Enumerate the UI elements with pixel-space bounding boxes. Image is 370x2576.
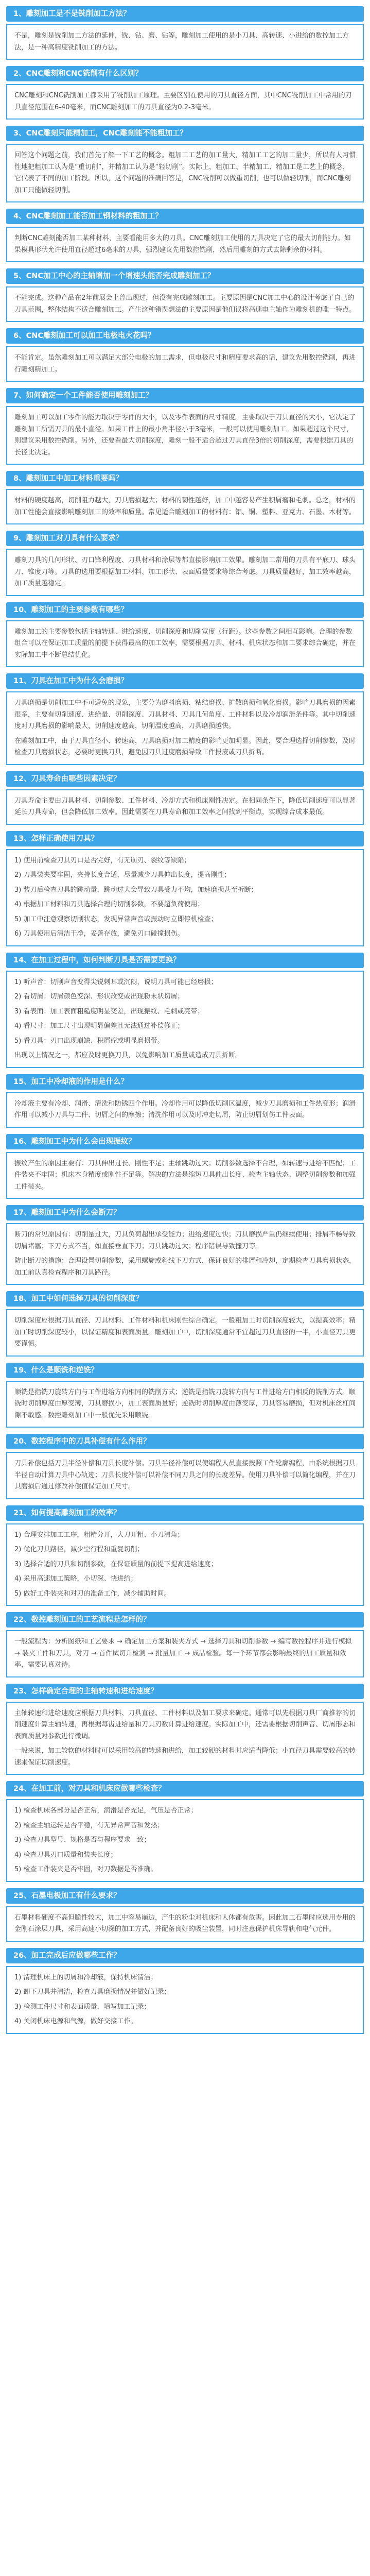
answer-paragraph: 防止断刀的措施：合理设置切削参数，采用螺旋或斜线下刀方式，保证良好的排屑和冷却，定期检查刀具磨损状态，加工前认真检查程序和刀具路径。 <box>14 1257 356 1277</box>
question-title: 8、雕刻加工中加工材料重要吗？ <box>6 471 364 486</box>
answer-paragraph: 不能完成。这种产品在2年前展会上曾出现过，但没有完成雕刻加工。主要原因是CNC加工中心的设计考虑了自己的刀具范围，整体结构不适合雕刻加工。产生这种错误想法的主要原因是他们误将高速电主轴作为雕刻机的唯一特点。 <box>14 294 356 314</box>
answer-paragraph: 雕刻加工可以加工零件的能力取决于零件的大小，以及零件表面的尺寸精度。主要取决于刀具直径的大小，它决定了雕刻加工所需刀具的最小直径。如果工件上的最小角半径小于3毫米，一般可以使用雕刻加工。如果超过这个尺寸，则建议采用数控铣削。另外，还要看最大切削深度，雕刻一般不适合超过刀具直径3倍的切削深度，需要根据刀具的长径比决定。 <box>14 414 356 456</box>
answer-box <box>6 286 364 322</box>
answer-paragraph: 1) 清理机床上的切屑和冷却液，保持机床清洁； <box>14 1973 157 1981</box>
answer-paragraph: 5) 检查工件装夹是否牢固，对刀数据是否准确。 <box>14 1866 157 1873</box>
answer-paragraph: 4) 关闭机床电源和气源，做好交接工作。 <box>14 2018 137 2025</box>
answer-box <box>6 1630 364 1677</box>
qa-item <box>6 66 364 120</box>
answer-paragraph: 断刀的常见原因有：切削量过大，刀具负荷超出承受能力；进给速度过快；刀具磨损严重仍继续使用；排屑不畅导致切屑堵塞；下刀方式不当，如直接垂直下刀；刀具跳动过大；程序错误导致撞刀等。 <box>14 1231 356 1250</box>
qa-item <box>6 1948 364 2034</box>
answer-paragraph: 1) 检查机床各部分是否正常，润滑是否充足，气压是否正常； <box>14 1807 198 1815</box>
answer-box <box>6 406 364 465</box>
qa-item <box>6 268 364 322</box>
answer-paragraph: 主轴转速和进给速度应根据刀具材料、刀具直径、工件材料以及加工要求来确定。通常可以先根据刀具厂商推荐的切削速度计算主轴转速，再根据每齿进给量和刀具刃数计算进给速度。实际加工中，还需要根据切削声音、切屑形态和表面质量对参数进行微调。 <box>14 1709 356 1740</box>
qa-item <box>6 471 364 524</box>
answer-box <box>6 1092 364 1128</box>
qa-item <box>6 209 364 262</box>
question-title: 25、石墨电极加工有什么要求？ <box>6 1888 364 1904</box>
answer-paragraph: 材料的硬度越高，切削阻力越大，刀具磨损越大；材料的韧性越好，加工中越容易产生积屑瘤和毛刺。总之，材料的加工性能会直接影响雕刻加工的效率和质量。常见适合雕刻加工的材料有：铝、铜、塑料、亚克力、石墨、木材等。 <box>14 497 356 516</box>
answer-box <box>6 84 364 120</box>
qa-item <box>6 126 364 202</box>
question-title: 21、如何提高雕刻加工的效率？ <box>6 1505 364 1521</box>
qa-item <box>6 673 364 765</box>
answer-box <box>6 1309 364 1357</box>
answer-paragraph: 一般流程为：分析图纸和工艺要求 → 确定加工方案和装夹方式 → 选择刀具和切削参数 → 编写数控程序并进行模拟 → 装夹工件和刀具，对刀 → 首件试切并检测 → 批量加工 → 成品检验。每一个环节都会影响最终的加工质量和效率，需要认真对待。 <box>14 1638 352 1669</box>
answer-paragraph: 4) 看尺寸：加工尺寸出现明显偏差且无法通过补偿修正； <box>14 1022 184 1030</box>
answer-paragraph: 2) 检查主轴运转是否平稳，有无异常声音和发热； <box>14 1821 164 1829</box>
qa-item <box>6 831 364 946</box>
answer-paragraph: 刀具磨损是切削加工中不可避免的现象，主要分为磨料磨损、粘结磨损、扩散磨损和氧化磨损。影响刀具磨损的因素很多，主要有切削速度、进给量、切削深度、刀具材料、刀具几何角度、工件材料以及冷却润滑条件等。其中切削速度对刀具磨损的影响最大，切削速度越高，切削温度越高，刀具磨损越快。 <box>14 699 356 730</box>
answer-paragraph: 4) 根据加工材料和刀具选择合理的切削参数，不要超负荷使用； <box>14 901 204 908</box>
qa-item <box>6 1074 364 1128</box>
answer-paragraph: 5) 做好工件装夹和对刀的准备工作，减少辅助时间。 <box>14 1589 171 1598</box>
answer-paragraph: 刀具补偿包括刀具半径补偿和刀具长度补偿。刀具半径补偿可以使编程人员直接按照工件轮廓编程，由系统根据刀具半径自动计算刀具中心轨迹；刀具长度补偿可以补偿不同刀具之间的长度差异。使用刀具补偿可以简化编程，并在刀具磨损后通过修改补偿值保证加工尺寸。 <box>14 1460 356 1490</box>
answer-paragraph: 2) 刀具装夹要牢固，夹持长度合适，尽量减少刀具伸出长度，提高刚性； <box>14 871 231 879</box>
answer-paragraph: 3) 检测工件尺寸和表面质量，填写加工记录； <box>14 2003 151 2011</box>
answer-box <box>6 346 364 382</box>
question-title: 11、刀具在加工中为什么会磨损？ <box>6 673 364 689</box>
answer-box <box>6 1906 364 1942</box>
answer-box <box>6 1523 364 1606</box>
answer-paragraph: 1) 合理安排加工工序，粗精分开，大刀开粗、小刀清角； <box>14 1531 184 1539</box>
answer-box <box>6 144 364 202</box>
question-title: 22、数控雕刻加工的工艺流程是怎样的？ <box>6 1612 364 1628</box>
answer-paragraph: 4) 检查刀具刃口质量和装夹长度； <box>14 1851 117 1859</box>
question-title: 16、雕刻加工中为什么会出现振纹？ <box>6 1134 364 1149</box>
answer-paragraph: CNC雕刻和CNC铣削加工都采用了铣削加工原理。主要区别在使用的刀具直径方面，其中CNC铣削加工中常用的刀具直径范围在6-40毫米，而CNC雕刻加工的刀具直径为0.2-3毫米。 <box>14 92 352 111</box>
qa-list <box>6 6 364 2040</box>
qa-item <box>6 1205 364 1285</box>
answer-box <box>6 789 364 825</box>
question-title: 12、刀具寿命由哪些因素决定？ <box>6 771 364 787</box>
answer-paragraph: 6) 刀具使用后清洁干净，妥善存放，避免刃口碰撞损伤。 <box>14 930 184 938</box>
answer-paragraph: 雕刻加工的主要参数包括主轴转速、进给速度、切削深度和切削宽度（行距）。这些参数之间相互影响。合理的参数组合可以在保证加工质量的前提下获得最高的加工效率，需要根据刀具、材料、机床状态和加工要求综合确定，并在实际加工中不断总结优化。 <box>14 628 356 659</box>
question-title: 4、CNC雕刻加工能否加工钢材料的粗加工？ <box>6 209 364 224</box>
question-title: 3、CNC雕刻只能精加工，CNC雕刻能不能粗加工？ <box>6 126 364 141</box>
answer-box <box>6 620 364 668</box>
answer-paragraph: 不是，雕刻是铣削加工方法的延伸，铣、钻、磨、钻等，雕刻加工使用的是小刀具、高转速、小进给的数控加工方法，是一种高精度铣削加工的方法。 <box>14 32 349 52</box>
question-title: 14、在加工过程中，如何判断刀具是否需要更换？ <box>6 953 364 968</box>
answer-paragraph: 在雕刻加工中，由于刀具直径小、转速高，刀具磨损对加工精度的影响更加明显。因此，要合理选择切削参数，及时检查刀具磨损状态，必要时更换刀具，避免因刀具过度磨损导致工件报废或刀具折断。 <box>14 737 356 756</box>
qa-item <box>6 6 364 60</box>
qa-item <box>6 531 364 596</box>
question-title: 9、雕刻加工对刀具有什么要求？ <box>6 531 364 546</box>
question-title: 10、雕刻加工的主要参数有哪些？ <box>6 602 364 618</box>
answer-paragraph: 1) 使用前检查刀具刃口是否完好，有无崩刃、裂纹等缺陷； <box>14 856 191 865</box>
answer-paragraph: 不能肯定。虽然雕刻加工可以满足大部分电极的加工需求，但电极尺寸和精度要求高的话，建议先用数控铣削，再进行雕刻精加工。 <box>14 354 356 374</box>
question-title: 20、数控程序中的刀具补偿有什么作用？ <box>6 1434 364 1449</box>
answer-box <box>6 971 364 1068</box>
question-title: 17、雕刻加工中为什么会断刀？ <box>6 1205 364 1221</box>
question-title: 7、如何确定一个工件能否使用雕刻加工？ <box>6 388 364 403</box>
qa-item <box>6 1134 364 1199</box>
qa-item <box>6 1291 364 1357</box>
answer-paragraph: 顺铣是指铣刀旋转方向与工件进给方向相同的铣削方式；逆铣是指铣刀旋转方向与工件进给方向相反的铣削方式。顺铣时切削厚度由厚变薄，刀具磨损小，加工表面质量好；逆铣时切削厚度由薄变厚，刀具容易磨损，但对机床丝杠间隙不敏感。数控雕刻加工中一般优先采用顺铣。 <box>14 1388 356 1419</box>
answer-box <box>6 1152 364 1199</box>
answer-paragraph: 2) 卸下刀具并清洁，检查刀具磨损情况并做好记录； <box>14 1988 171 1996</box>
answer-box <box>6 1223 364 1285</box>
answer-paragraph: 2) 优化刀具路径，减少空行程和重复切削； <box>14 1546 144 1553</box>
answer-paragraph: 回答这个问题之前，我们首先了解一下工艺的概念。粗加工工艺的加工量大，精加工工艺的加工量少，所以有人习惯性地把粗加工认为是“重切削”，并精加工认为是“轻切削”。实际上，粗加工、半精加工、精加工是工艺上的概念，它代表了不同的加工阶段。所以，这个问题的准确回答是，CNC铣削可以做重切削，也可以做轻切削，而CNC雕刻加工只能做轻切削。 <box>14 151 356 194</box>
qa-item <box>6 953 364 1068</box>
answer-paragraph: 5) 加工中注意观察切削状态，发现异常声音或振动时立即停机检查； <box>14 915 218 923</box>
answer-paragraph: 石墨材料硬度不高但脆性较大，加工中容易崩边，产生的粉尘对机床和人体都有危害。因此加工石墨时应选用专用的金刚石涂层刀具，采用高速小切深的加工方式，并配备良好的吸尘装置，同时注意保护机床导轨和电气元件。 <box>14 1913 356 1933</box>
question-title: 24、在加工前，对刀具和机床应做哪些检查？ <box>6 1781 364 1797</box>
question-title: 13、怎样正确使用刀具？ <box>6 831 364 846</box>
question-title: 6、CNC雕刻加工可以加工电极电火花吗？ <box>6 328 364 344</box>
answer-paragraph: 4) 采用高速加工策略，小切深、快进给； <box>14 1575 137 1583</box>
answer-paragraph: 振纹产生的原因主要有：刀具伸出过长、刚性不足；主轴跳动过大；切削参数选择不合理，如转速与进给不匹配；工件装夹不牢固；机床本身精度或刚性不足等。解决的方法是缩短刀具伸出长度、检查主轴状态、调整切削参数和加强工件装夹。 <box>14 1159 356 1191</box>
question-title: 5、CNC加工中心的主轴增加一个增速头能否完成雕刻加工？ <box>6 268 364 284</box>
question-title: 26、加工完成后应做哪些工作？ <box>6 1948 364 1963</box>
answer-paragraph: 刀具寿命主要由刀具材料、切削参数、工件材料、冷却方式和机床刚性决定。在相同条件下，降低切削速度可以显著延长刀具寿命，但会降低加工效率。因此需要在刀具寿命和加工效率之间找到平衡点，实现综合成本最低。 <box>14 796 356 816</box>
qa-item <box>6 1434 364 1499</box>
answer-paragraph: 3) 装刀后检查刀具的跳动量，跳动过大会导致刀具受力不均，加速磨损甚至折断； <box>14 886 258 894</box>
qa-item <box>6 602 364 668</box>
answer-box <box>6 549 364 596</box>
answer-paragraph: 切削深度应根据刀具直径、刀具材料、工件材料和机床刚性综合确定。一般粗加工时切削深度较大，以提高效率；精加工时切削深度较小，以保证精度和表面质量。雕刻加工中，切削深度通常不宜超过刀具直径的一半，小直径刀具更要谨慎。 <box>14 1317 356 1348</box>
answer-box <box>6 489 364 524</box>
question-title: 23、怎样确定合理的主轴转速和进给速度？ <box>6 1684 364 1699</box>
answer-box <box>6 24 364 60</box>
answer-box <box>6 1381 364 1428</box>
qa-item <box>6 328 364 382</box>
qa-item <box>6 1505 364 1606</box>
question-title: 19、什么是顺铣和逆铣？ <box>6 1363 364 1378</box>
answer-box <box>6 1966 364 2034</box>
answer-box <box>6 1452 364 1499</box>
answer-box <box>6 849 364 946</box>
question-title: 18、加工中如何选择刀具的切削深度？ <box>6 1291 364 1307</box>
qa-item <box>6 1888 364 1942</box>
qa-item <box>6 388 364 465</box>
qa-item <box>6 1612 364 1677</box>
qa-item <box>6 1781 364 1882</box>
answer-paragraph: 一般来说，加工较软的材料时可以采用较高的转速和进给，加工较硬的材料时应适当降低；小直径刀具需要较高的转速来保证切削速度。 <box>14 1747 356 1767</box>
answer-paragraph: 3) 选择合适的刀具和切削参数，在保证质量的前提下提高进给速度； <box>14 1560 218 1568</box>
answer-box <box>6 691 364 765</box>
question-title: 15、加工中冷却液的作用是什么？ <box>6 1074 364 1090</box>
answer-paragraph: 3) 看表面：加工表面粗糙度明显变差，出现振纹、毛刺或亮带； <box>14 1007 204 1015</box>
answer-box <box>6 227 364 262</box>
question-title: 2、CNC雕刻和CNC铣削有什么区别？ <box>6 66 364 81</box>
qa-item <box>6 1363 364 1428</box>
answer-paragraph: 雕刻刀具的几何形状、刃口锋利程度、刀具材料和涂层等都直接影响加工效果。雕刻加工常用的刀具有平底刀、球头刀、锥度刀等。刀具的选用要根据加工材料、加工形状、表面质量要求等综合考虑。刀具质量越好，加工效率越高，加工质量越稳定。 <box>14 556 356 587</box>
question-title: 1、雕刻加工是不是铣削加工方法？ <box>6 6 364 22</box>
answer-paragraph: 判断CNC雕刻能否加工某种材料，主要看能用多大的刀具。CNC雕刻加工使用的刀具决定了它的最大切削能力。如果模具形状允许使用直径超过6毫米的刀具，强烈建议先用数控铣削，然后用雕刻的方式去除剩余的材料。 <box>14 234 351 254</box>
answer-paragraph: 冷却液主要有冷却、润滑、清洗和防锈四个作用。冷却作用可以降低切削区温度，减少刀具磨损和工件热变形；润滑作用可以减小刀具与工件、切屑之间的摩擦；清洗作用可以及时冲走切屑，防止切屑划伤工件表面。 <box>14 1099 356 1119</box>
qa-item <box>6 1684 364 1775</box>
answer-paragraph: 1) 听声音：切削声音变得尖锐刺耳或沉闷，说明刀具可能已经磨损； <box>14 978 218 986</box>
answer-paragraph: 5) 看刀具：刃口出现崩缺、积屑瘤或明显磨损带。 <box>14 1037 164 1045</box>
qa-item <box>6 771 364 825</box>
answer-paragraph: 出现以上情况之一，都应及时更换刀具，以免影响加工质量或造成刀具折断。 <box>14 1052 242 1059</box>
answer-box <box>6 1702 364 1775</box>
answer-paragraph: 3) 检查刀具型号、规格是否与程序要求一致； <box>14 1836 151 1844</box>
answer-box <box>6 1799 364 1882</box>
answer-paragraph: 2) 看切屑：切屑颜色变深、形状改变或出现粉末状切屑； <box>14 993 184 1001</box>
